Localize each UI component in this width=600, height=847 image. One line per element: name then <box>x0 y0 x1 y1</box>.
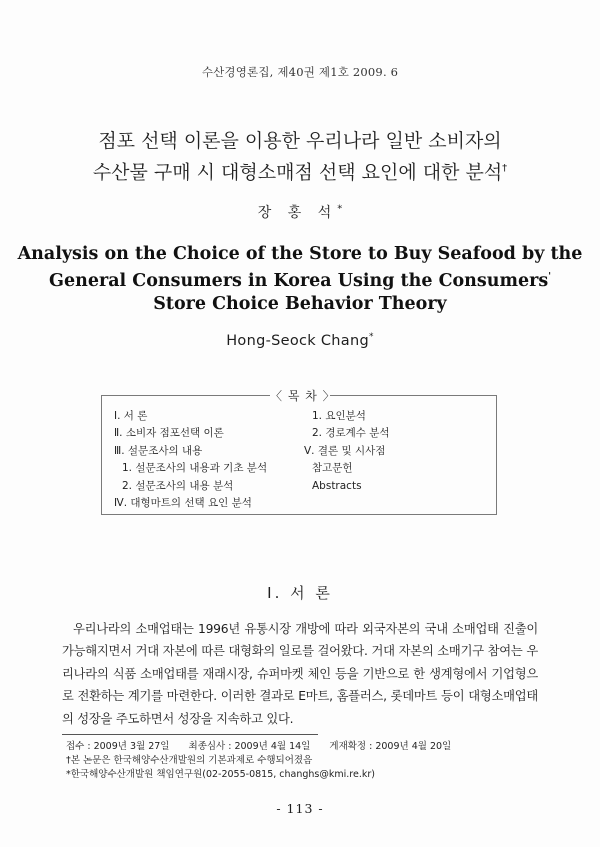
english-author: Hong-Seock Chang* <box>226 332 374 349</box>
korean-title <box>0 128 600 186</box>
toc-item: Abstracts <box>312 479 362 492</box>
footnote-divider <box>62 734 318 735</box>
page-number: - 113 - <box>276 801 324 816</box>
toc-subitem: 1. 설문조사의 내용과 기초 분석 <box>122 462 268 475</box>
accepted-date: 게재확정 : 2009년 4월 20일 <box>329 741 452 752</box>
english-title <box>0 243 600 316</box>
received-date: 접수 : 2009년 3월 27일 <box>66 741 170 752</box>
toc-item: Ⅳ. 대형마트의 선택 요인 분석 <box>114 497 252 510</box>
toc-item: Ⅲ. 설문조사의 내용 <box>114 444 203 457</box>
body-paragraph: 우리나라의 소매업태는 1996년 유통시장 개방에 따라 외국자본의 국내 소매업태 진출이 가능해지면서 거대 자본에 따른 대형화의 일로를 걸어왔다. 거대 자본의 소매기구 참여는 우리나라의 식품 소매업태를 재래시장, 슈퍼마켓 체인 등을 기반으로 한 생계형에서 기업형으로 전환하는 계기를 마련한다. 이러한 결과로 E마트, 홈플러스, 롯데마트 등이 대형소매업태의 성장을 주도하면서 성장을 지속하고 있다. <box>62 622 538 726</box>
toc-item: Ⅱ. 소비자 점포선택 이론 <box>114 427 224 440</box>
toc-item: Ⅰ. 서 론 <box>114 410 148 422</box>
footnote-funding: †본 논문은 한국해양수산개발원의 기본과제로 수행되어졌음 <box>66 755 313 766</box>
english-title-line1: Analysis on the Choice of the Store to Buy Seafood by the <box>17 244 583 264</box>
toc-subitem: 1. 요인분석 <box>312 410 366 422</box>
reviewed-date: 최종심사 : 2009년 4월 14일 <box>188 741 311 752</box>
journal-info: 수산경영론집, 제40권 제1호 2009. 6 <box>201 65 399 79</box>
korean-author: 장 홍 석* <box>257 203 343 221</box>
author-asterisk: * <box>337 203 343 215</box>
korean-title-line2: 수산물 구매 시 대형소매점 선택 요인에 대한 분석† <box>92 161 508 184</box>
english-title-line2: General Consumers in Korea Using the Consumers' <box>49 270 551 291</box>
toc-subitem: 2. 경로계수 분석 <box>312 427 390 440</box>
footnote-author-affiliation: *한국해양수산개발원 책임연구원(02-2055-0815, changhs@kmi.re.kr) <box>66 769 375 780</box>
toc-left-column <box>114 408 314 512</box>
toc-item: 참고문헌 <box>312 462 353 475</box>
toc-subitem: 2. 설문조사의 내용 분석 <box>122 479 234 492</box>
toc-item: Ⅴ. 결론 및 시사점 <box>304 444 386 457</box>
footnote-dates <box>66 740 467 753</box>
korean-title-line1: 점포 선택 이론을 이용한 우리나라 일반 소비자의 <box>98 130 502 152</box>
toc-label: 〈 목 차 〉 <box>270 389 336 403</box>
english-title-line3: Store Choice Behavior Theory <box>153 293 447 314</box>
title-dagger-mark: † <box>502 163 508 174</box>
toc-right-column <box>304 408 484 495</box>
section-heading: Ⅰ. 서 론 <box>267 584 333 602</box>
